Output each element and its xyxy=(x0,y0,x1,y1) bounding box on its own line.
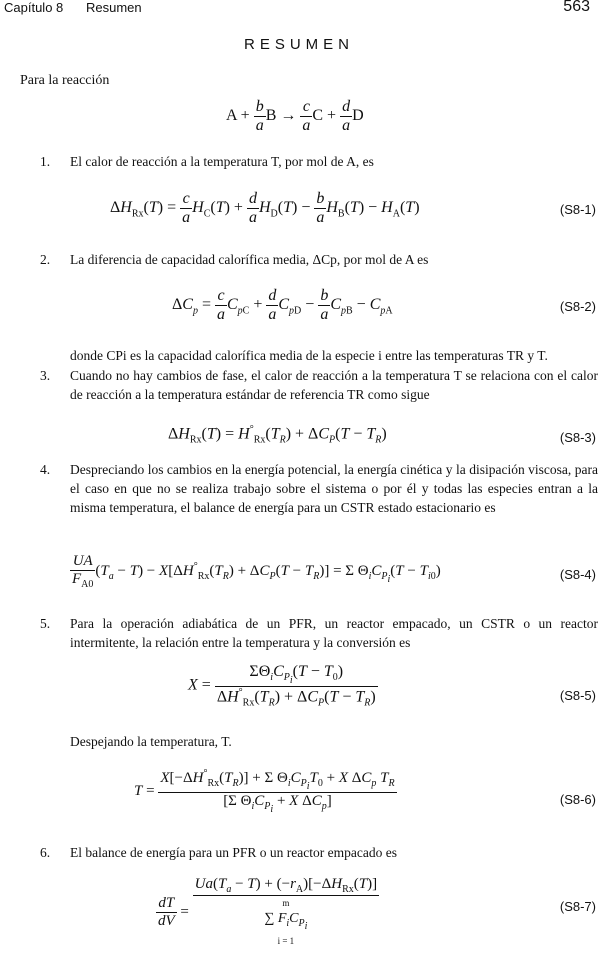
equation-s8-2: $\Delta C_p$ = $\frac{c}{a}$ $C_{pC}$ + $\frac{d}{a}$ $C_{pD}$ − $\frac{b}{a}$ $C_{pB} - C_{pA}$ xyxy=(172,287,393,323)
equation-tag: (S8-5) xyxy=(559,688,596,703)
section-label: Resumen xyxy=(86,0,142,15)
note-text: Despejando la temperatura, T. xyxy=(70,734,232,749)
equation-tag: (S8-1) xyxy=(559,202,596,217)
equation-tag: (S8-7) xyxy=(559,899,596,914)
equation-s8-4: $\frac{UA}{F_{A0}}$ $(T_a - T) - X[\Delta H^\circ_{Rx}(T_R) + \Delta C_P(T - T_R)] = \Sigma$ $\Theta_iC_{P_i}(T - T_{i0})$ xyxy=(72,553,441,590)
note-text: donde CPi es la capacidad calorífica media de la especie i entre las temperaturas TR y T. xyxy=(70,348,548,363)
reaction-equation: A + $\frac{b}{a}$ B → $\frac{c}{a}$ C + $\frac{d}{a}$ D xyxy=(226,98,364,134)
equation-s8-5: X = $\frac{\Sigma\Theta_iC_{P_i}(T - T_0)}{\Delta H^\circ_{Rx}(T_R) + \Delta C_P(T - T_R)}$ xyxy=(188,663,376,709)
equation-s8-6: T = $\frac{X[-\Delta H^\circ_{Rx}(T_R)] + \Sigma \Theta_iC_{P_i}T_0 + X \Delta C_p T_R}{[\Sigma \Theta_iC_{P_i} + X \Delta C_p]}$ xyxy=(134,768,395,815)
equation-s8-3: $\Delta H_{Rx}(T) = H^\circ_{Rx}(T_R) + \Delta C_P(T - T_R)$ xyxy=(168,424,387,446)
equation-tag: (S8-3) xyxy=(559,430,596,445)
page-header xyxy=(0,0,598,18)
equation-tag: (S8-2) xyxy=(559,299,596,314)
page-title: RESUMEN xyxy=(243,36,354,53)
intro-text: Para la reacción xyxy=(20,73,110,88)
page-number: 563 xyxy=(563,0,590,15)
equation-tag: (S8-4) xyxy=(559,567,596,582)
chapter-label: Capítulo 8 xyxy=(4,0,64,15)
equation-s8-1: $\Delta H_{Rx}(T)$ = $\frac{c}{a}$ $H_C(T)$ + $\frac{d}{a}$ $H_D(T)$ − $\frac{b}{a}$ $H_B(T) - H_A(T)$ xyxy=(110,190,420,226)
equation-s8-7: $\frac{dT}{dV}$ = $Ua(T_a - T) + (-r_A)[-\Delta H_{Rx}(T)]$ m ∑ $F_iC_{P_i}$ i = 1 xyxy=(158,876,378,946)
equation-tag: (S8-6) xyxy=(559,792,596,807)
